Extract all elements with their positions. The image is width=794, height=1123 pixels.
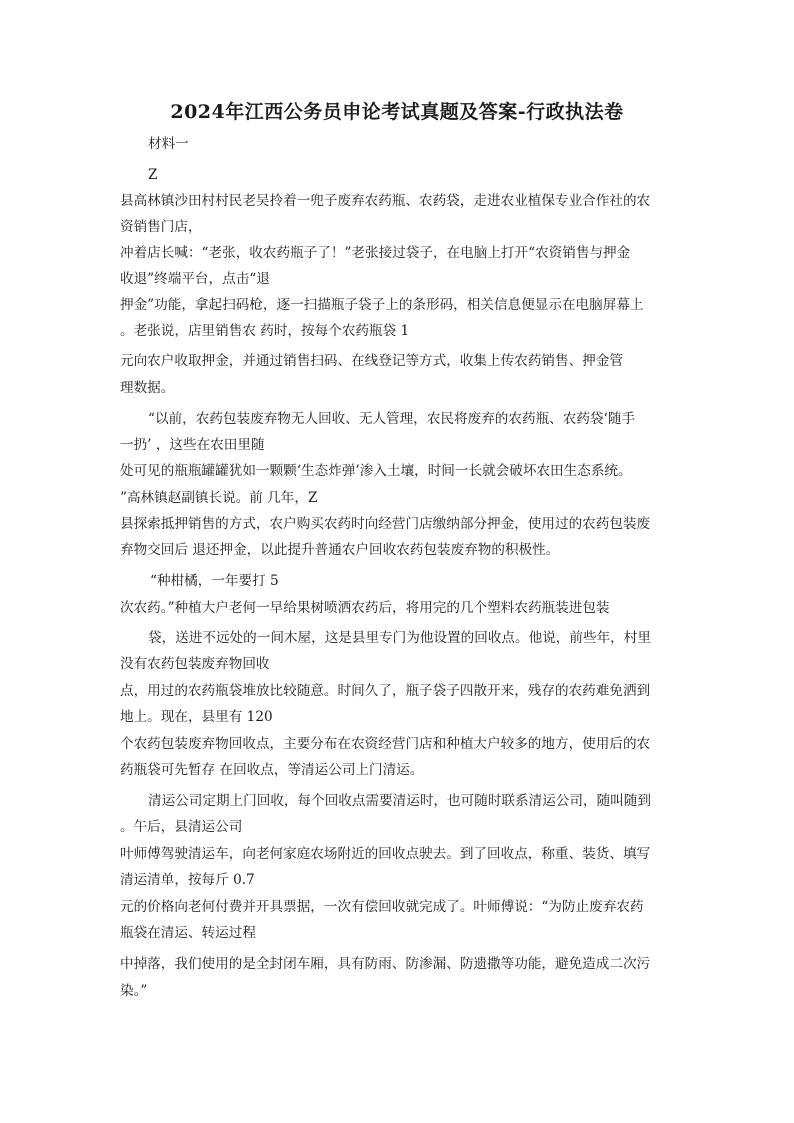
paragraph-line: 中掉落，我们使用的是全封闭车厢，具有防雨、防渗漏、防遗撒等功能，避免造成二次污 — [120, 956, 651, 972]
paragraph-line: 一扔’ ，这些在农田里随 — [120, 437, 265, 453]
paragraph-line: “种柑橘，一年要打 5 — [150, 573, 279, 589]
paragraph-line: 资销售门店， — [120, 219, 202, 235]
paragraph-line: 袋，送进不远处的一间木屋，这是县里专门为他设置的回收点。他说，前些年，村里 — [148, 630, 651, 646]
paragraph-line: ”高林镇赵副镇长说。前 几年，Z — [120, 490, 318, 506]
paragraph-line: 叶师傅驾驶清运车，向老何家庭农场附近的回收点驶去。到了回收点，称重、装货、填写 — [120, 846, 651, 862]
paragraph-line: 收退”终端平台，点击“退 — [120, 271, 270, 287]
paragraph-line: 。老张说，店里销售农 药时，按每个农药瓶袋 1 — [120, 323, 410, 339]
paragraph-line: 元向农户收取押金，并通过销售扫码、在线登记等方式，收集上传农药销售、押金管 — [120, 353, 623, 369]
paragraph-line: 药瓶袋可先暂存 在回收点，等清运公司上门清运。 — [120, 762, 424, 778]
paragraph-line: 冲着店长喊：“老张，收农药瓶子了！”老张接过袋子，在电脑上打开“农资销售与押金 — [120, 245, 631, 261]
section-heading: 材料一 — [148, 136, 189, 152]
paragraph-line: 没有农药包装废弃物回收 — [120, 656, 270, 672]
paragraph-line: 个农药包装废弃物回收点，主要分布在农资经营门店和种植大户较多的地方，使用后的农 — [120, 736, 651, 752]
paragraph-line: 处可见的瓶瓶罐罐犹如一颗颗‘生态炸弹’渗入土壤，时间一长就会破坏农田生态系统。 — [120, 463, 632, 479]
paragraph-line: “以前，农药包装废弃物无人回收、无人管理，农民将废弃的农药瓶、农药袋‘随手 — [148, 411, 636, 427]
paragraph-line: 清运公司定期上门回收，每个回收点需要清运时，也可随时联系清运公司，随叫随到 — [148, 793, 651, 809]
paragraph-line: 县探索抵押销售的方式，农户购买农药时向经营门店缴纳部分押金，使用过的农药包装废 — [120, 516, 651, 532]
paragraph-line: 染。” — [120, 983, 148, 999]
paragraph-line: 地上。现在，县里有 120 — [120, 709, 273, 725]
paragraph-line: 次农药。”种植大户老何一早给果树喷洒农药后，将用完的几个塑料农药瓶装进包装 — [120, 600, 610, 616]
paragraph-line: 县高林镇沙田村村民老吴拎着一兜子废弃农药瓶、农药袋，走进农业植保专业合作社的农 — [120, 193, 651, 209]
paragraph-line: 清运清单，按每斤 0.7 — [120, 872, 255, 888]
paragraph-line: 点，用过的农药瓶袋堆放比较随意。时间久了，瓶子袋子四散开来，残存的农药难免洒到 — [120, 683, 651, 699]
document-title: 2024年江西公务员申论考试真题及答案-行政执法卷 — [170, 101, 624, 123]
paragraph-line: 瓶袋在清运、转运过程 — [120, 925, 256, 941]
paragraph-line: 押金”功能，拿起扫码枪，逐一扫描瓶子袋子上的条形码，相关信息便显示在电脑屏幕上 — [120, 297, 644, 313]
paragraph-line: 理数据。 — [120, 380, 175, 396]
paragraph-line: Z — [148, 167, 158, 183]
paragraph-line: 弃物交回后 退还押金，以此提升普通农户回收农药包装废弃物的积极性。 — [120, 542, 560, 558]
paragraph-line: 。午后，县清运公司 — [120, 819, 243, 835]
paragraph-line: 元的价格向老何付费并开具票据，一次有偿回收就完成了。叶师傅说：“为防止废弃农药 — [120, 899, 644, 915]
